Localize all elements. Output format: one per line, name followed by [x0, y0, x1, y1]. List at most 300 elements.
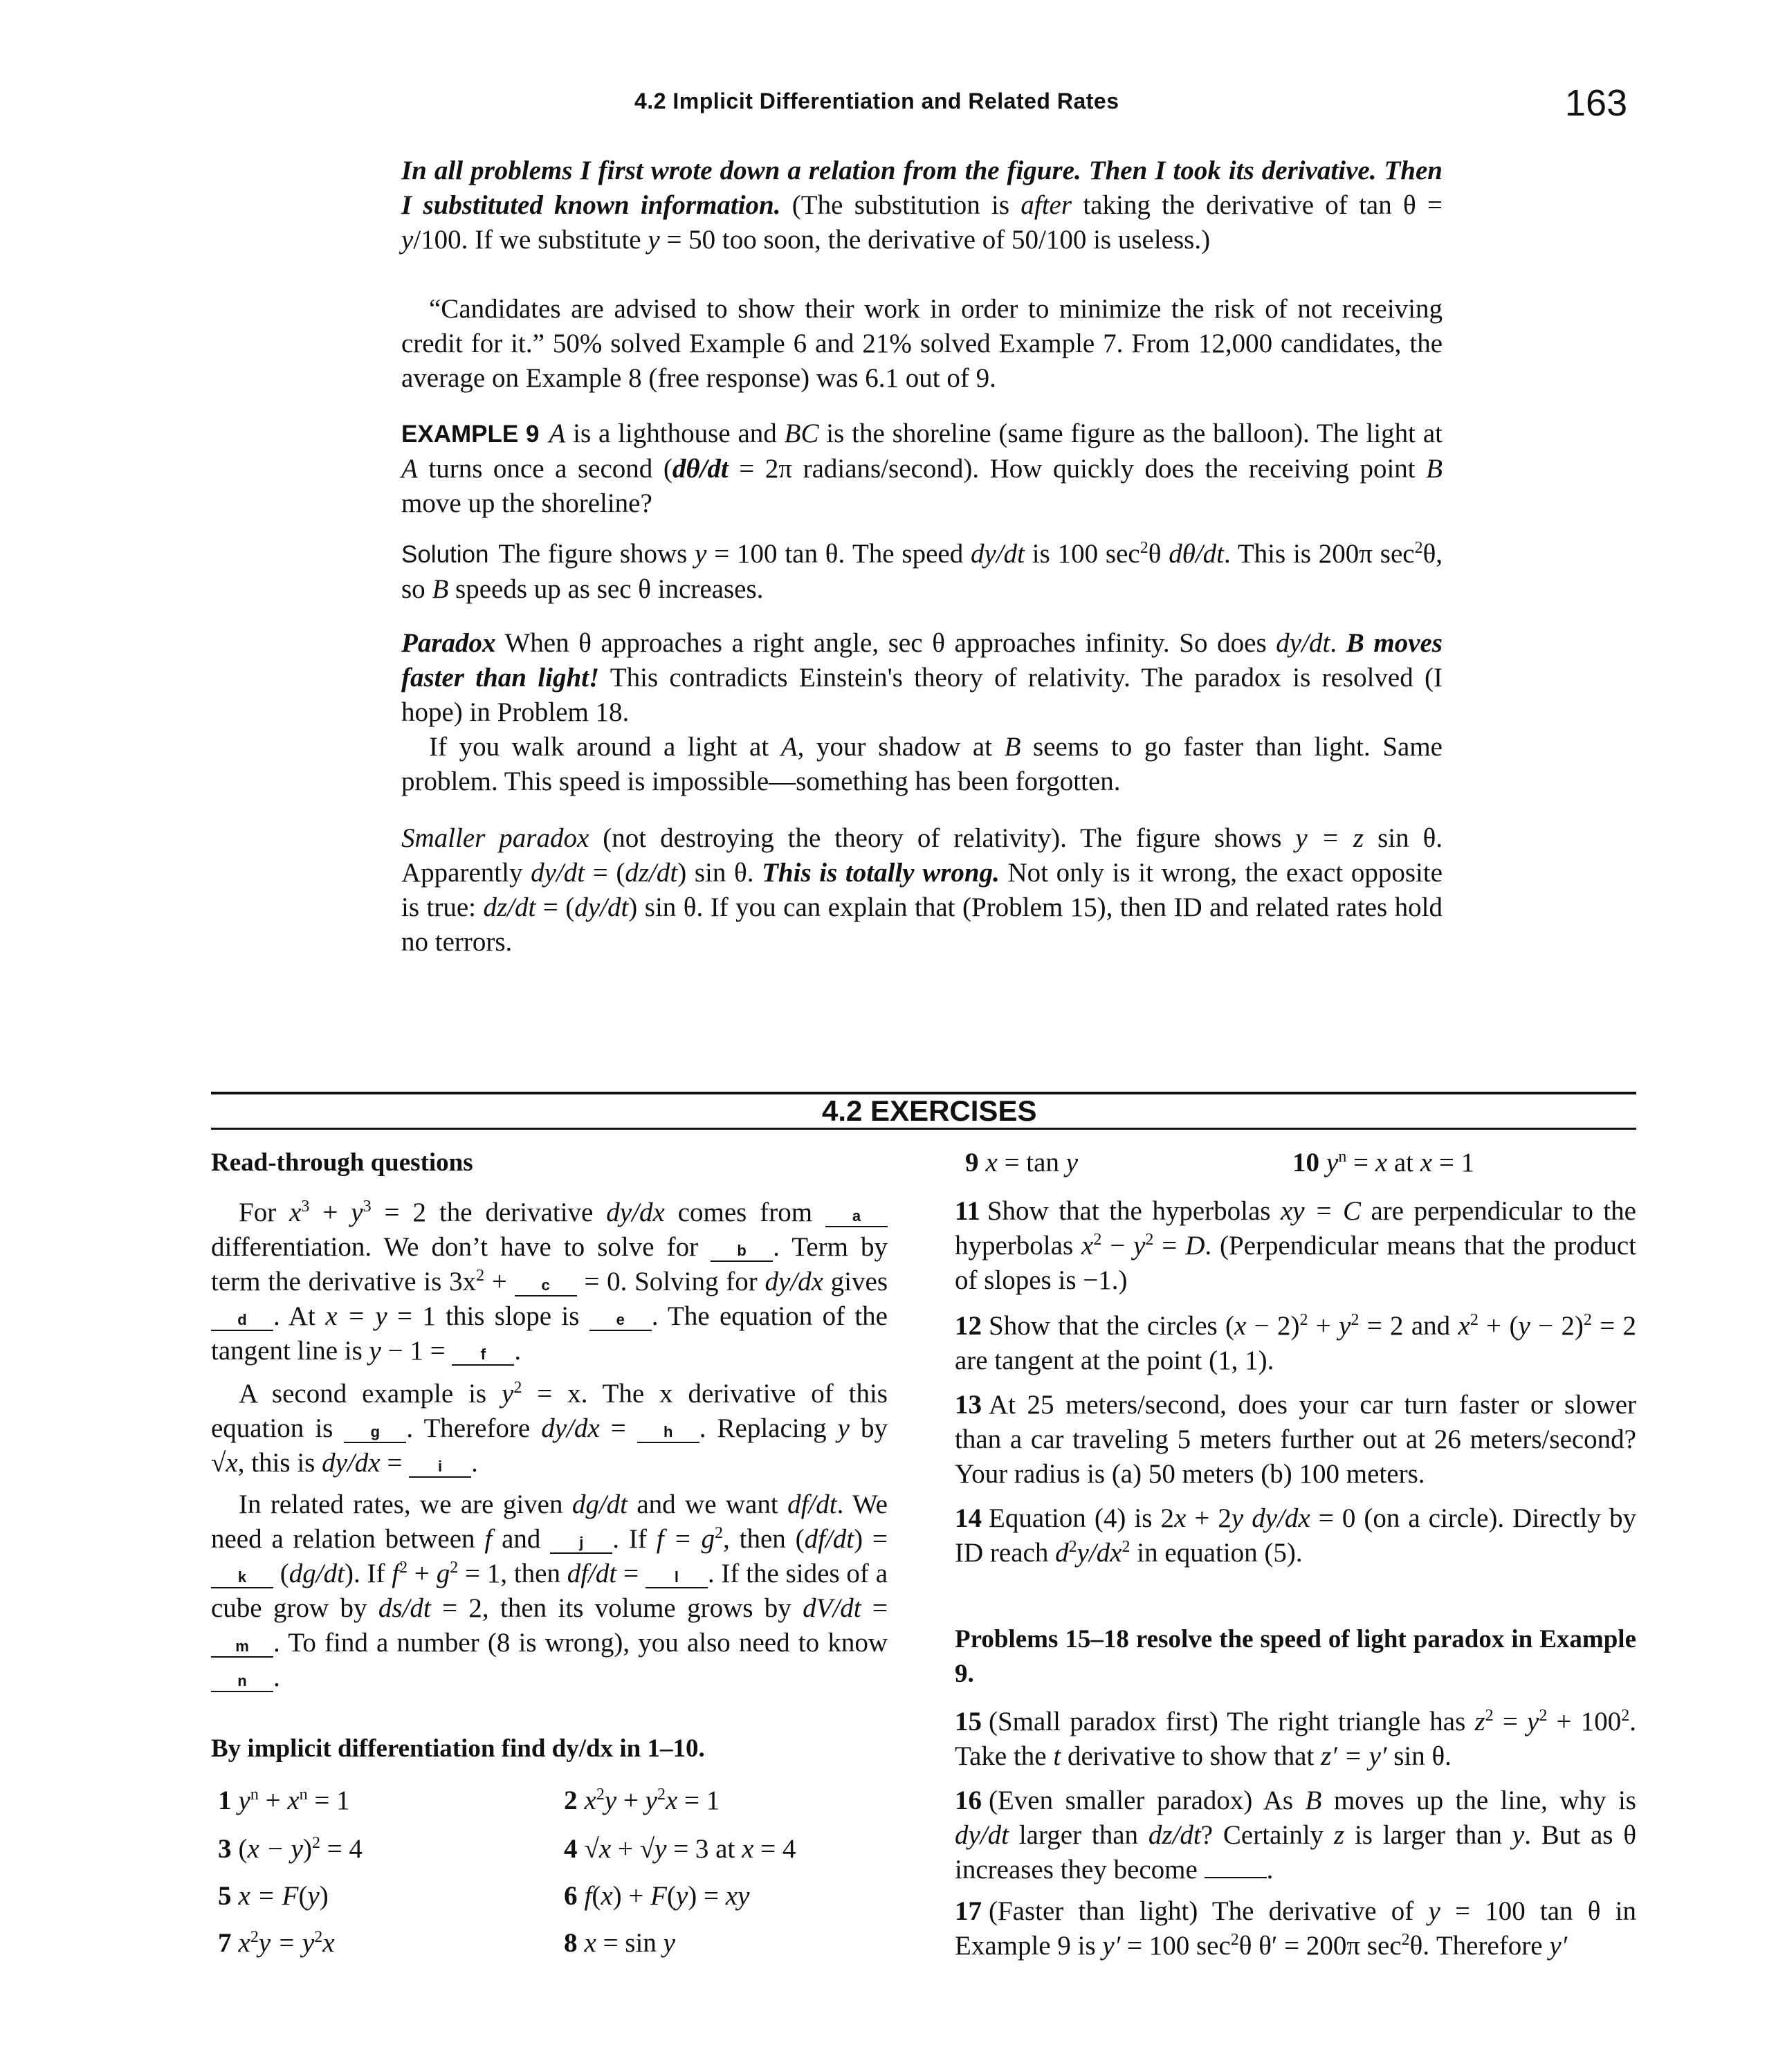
exercise-8: [564, 1926, 675, 1961]
exercise-number: 10: [1292, 1148, 1319, 1177]
superscript: 2: [1583, 1311, 1592, 1329]
italic-run: ds/dt: [378, 1593, 431, 1623]
text-run: (: [592, 1881, 601, 1911]
text-run: When θ approaches a right angle, sec θ approaches infinity. So does: [495, 628, 1276, 658]
superscript: n: [1338, 1148, 1347, 1166]
paradox-shadow: [401, 730, 1443, 799]
text-run: at: [1387, 1148, 1420, 1177]
problems-heading: Problems 15–18 resolve the speed of light paradox in Example 9.: [955, 1625, 1636, 1688]
text-run: .: [471, 1448, 478, 1478]
superscript: 2: [1299, 1311, 1308, 1329]
text-run: = 100 tan θ. The speed: [706, 539, 971, 569]
superscript: 3: [363, 1198, 372, 1216]
superscript: 2: [476, 1267, 485, 1285]
italic-run: y: [1339, 1311, 1351, 1341]
italic-run: g: [436, 1559, 450, 1588]
text-run: +: [258, 1786, 288, 1815]
italic-run: dy/dt: [531, 858, 585, 888]
italic-run: df/dt: [787, 1489, 837, 1519]
italic-run: y: [645, 1786, 657, 1815]
exercise-number: 7: [218, 1928, 232, 1958]
text-run: = (: [535, 892, 575, 922]
superscript: 2: [250, 1928, 259, 1946]
text-run: +: [616, 1786, 646, 1815]
text-run: = tan: [997, 1148, 1066, 1177]
answer-blank: f: [452, 1345, 514, 1366]
text-run: . If the sides of a cube grow by: [211, 1559, 888, 1623]
text-run: (Faster than light) The derivative of: [989, 1896, 1429, 1926]
italic-run: dz/dt: [1148, 1820, 1201, 1850]
italic-run: f: [392, 1559, 400, 1588]
italic-run: y′: [1102, 1931, 1121, 1961]
superscript: 2: [1068, 1538, 1077, 1556]
exercise-number: 6: [564, 1881, 578, 1911]
italic-run: y: [648, 225, 660, 255]
exercise-number: 4: [564, 1834, 578, 1864]
italic-run: y dy/dx: [1231, 1503, 1310, 1533]
italic-run: y: [1527, 1707, 1539, 1736]
italic-run: y: [401, 225, 414, 255]
text-run: .: [514, 1336, 522, 1366]
text-run: = 50 too soon, the derivative of 50/100 is useless.): [659, 225, 1211, 255]
text-run: This contradicts Einstein's theory of relativity. The paradox is resolved (I hope) in Problem 18.: [401, 663, 1443, 727]
italic-run: y: [369, 1336, 381, 1366]
italic-run: y = z: [1295, 823, 1364, 853]
text-run: =: [599, 1413, 637, 1443]
italic-run: f: [584, 1881, 592, 1911]
text-run: moves up the line, why is: [1321, 1786, 1636, 1815]
italic-run: x: [289, 1198, 302, 1227]
text-run: + 100: [1547, 1707, 1622, 1736]
text-run: = 1: [307, 1786, 350, 1815]
italic-run: y: [1133, 1231, 1146, 1260]
exercises-bottom-rule: [211, 1128, 1636, 1130]
text-run: − 2): [1530, 1311, 1584, 1341]
exercise-3: [218, 1832, 363, 1867]
text-run: θ: [1148, 539, 1169, 569]
answer-blank: n: [211, 1671, 273, 1692]
smaller-paradox: [401, 821, 1443, 960]
text-run: and: [492, 1524, 551, 1554]
exercise-14: [955, 1501, 1636, 1570]
italic-run: dθ/dt: [1169, 539, 1225, 569]
example-9: [401, 416, 1443, 521]
superscript: 2: [1401, 1931, 1410, 1949]
text-run: gives: [823, 1267, 888, 1296]
intro-paragraph: [401, 154, 1443, 257]
italic-run: A: [401, 454, 418, 484]
exercise-13: [955, 1388, 1636, 1492]
italic-run: x: [601, 1881, 613, 1911]
text-run: θ θ′ = 200π sec: [1238, 1931, 1402, 1961]
text-run: In related rates, we are given: [239, 1489, 572, 1519]
italic-run: z: [1474, 1707, 1485, 1736]
exercise-1: [218, 1784, 350, 1818]
text-run: (: [666, 1881, 676, 1911]
text-run: = 1: [1432, 1148, 1475, 1177]
superscript: 2: [1539, 1707, 1548, 1725]
italic-run: y: [1518, 1311, 1530, 1341]
italic-run: y: [675, 1881, 688, 1911]
italic-run: dz/dt: [625, 858, 678, 888]
paradox: [401, 626, 1443, 730]
text-run: (Small paradox first) The right triangle has: [989, 1707, 1475, 1736]
text-run: = 4: [320, 1834, 363, 1864]
text-run: larger than: [1008, 1820, 1148, 1850]
text-run: . We need a relation between: [211, 1489, 888, 1554]
italic-run: x: [1234, 1311, 1247, 1341]
text-run: = 2π radians/second). How quickly does the receiving point: [728, 454, 1427, 484]
text-run: +: [408, 1559, 437, 1588]
text-run: speeds up as sec θ increases.: [448, 574, 764, 604]
text-run: ) sin θ. If you can explain that (Problem 15), then ID and related rates hold no terrors.: [401, 892, 1443, 957]
exercise-16: [955, 1784, 1636, 1887]
italic-run: x: [1081, 1231, 1094, 1260]
italic-run: xy: [725, 1881, 750, 1911]
italic-run: d: [1055, 1538, 1069, 1568]
exercise-number: 5: [218, 1881, 232, 1911]
italic-run: x: [1458, 1311, 1470, 1341]
text-run: Show that the hyperbolas: [987, 1196, 1281, 1226]
bold-italic-run: This is totally wrong.: [762, 858, 1000, 888]
text-run: . The equation of the tangent line is: [211, 1301, 888, 1366]
superscript: 2: [1621, 1707, 1630, 1725]
text-run: ): [319, 1881, 329, 1911]
text-run: ) +: [612, 1881, 651, 1911]
italic-run: B: [1305, 1786, 1322, 1815]
text-run: ): [302, 1834, 312, 1864]
italic-run: y: [1428, 1896, 1440, 1926]
text-run: = 1: [677, 1786, 720, 1815]
text-run: = sin: [596, 1928, 663, 1958]
italic-run: A: [780, 732, 798, 762]
exercise-number: 15: [955, 1707, 982, 1736]
answer-blank: c: [515, 1276, 577, 1296]
text-run: . Term by term the derivative is 3x: [211, 1232, 888, 1296]
text-run: = 0 (on a circle). Directly by ID reach: [955, 1503, 1637, 1568]
text-run: sin θ. Apparently: [401, 823, 1443, 888]
bold-italic-run: dθ/dt: [672, 454, 729, 484]
superscript: 2: [1351, 1311, 1360, 1329]
italic-run: y: [837, 1413, 850, 1443]
text-run: is a lighthouse and: [565, 419, 785, 448]
exercise-15: [955, 1705, 1636, 1774]
italic-run: x: [665, 1786, 678, 1815]
italic-run: dV/dt: [803, 1593, 861, 1623]
italic-run: y: [663, 1928, 675, 1958]
text-run: For: [239, 1198, 290, 1227]
text-run: = 2 the derivative: [371, 1198, 607, 1227]
text-run: is larger than: [1344, 1820, 1512, 1850]
running-header: 4.2 Implicit Differentiation and Related Rates: [634, 89, 1119, 113]
exercise-number: 17: [955, 1896, 982, 1926]
superscript: 2: [657, 1786, 666, 1804]
text-run: =: [380, 1448, 410, 1478]
text-run: turns once a second (: [417, 454, 672, 484]
italic-run: dy/dt: [1276, 628, 1330, 658]
italic-run: y: [238, 1786, 250, 1815]
text-run: = 3 at: [666, 1834, 742, 1864]
readthrough-1: [211, 1195, 888, 1368]
italic-run: dg/dt: [289, 1559, 345, 1588]
text-run: √: [584, 1834, 599, 1864]
italic-run: y: [307, 1881, 320, 1911]
text-run: ) =: [854, 1524, 888, 1554]
italic-run: xy = C: [1281, 1196, 1361, 1226]
italic-run: after: [1020, 190, 1072, 220]
text-run: =: [861, 1593, 888, 1623]
text-run: =: [1493, 1707, 1528, 1736]
answer-blank: k: [211, 1568, 273, 1588]
exercise-number: 3: [218, 1834, 232, 1864]
text-run: (not destroying the theory of relativity). The figure shows: [589, 823, 1296, 853]
italic-run: x: [287, 1786, 300, 1815]
superscript: 2: [1093, 1231, 1102, 1249]
text-run: in equation (5).: [1130, 1538, 1303, 1568]
italic-run: t: [1053, 1741, 1061, 1771]
text-run: = 0. Solving for: [576, 1267, 765, 1296]
text-run: = 2 and: [1359, 1311, 1458, 1341]
text-run: +: [309, 1198, 351, 1227]
superscript: 2: [715, 1524, 724, 1542]
superscript: 2: [450, 1559, 459, 1577]
italic-run: dy/dx: [541, 1413, 600, 1443]
text-run: . Take the: [955, 1707, 1636, 1771]
bold-italic-run: B moves faster than light!: [401, 628, 1443, 693]
italic-run: B: [432, 574, 449, 604]
text-run: (: [273, 1559, 289, 1588]
readthrough-heading: Read-through questions: [211, 1148, 473, 1177]
exercises-title: 4.2 EXERCISES: [816, 1094, 1042, 1128]
text-run: ) =: [688, 1881, 726, 1911]
superscript: n: [250, 1786, 259, 1804]
exercise-7: [218, 1926, 335, 1961]
text-run: ). If: [344, 1559, 392, 1588]
text-run: “Candidates are advised to show their work in order to minimize the risk of not receiving credit for it.” 50% solved Example 6 and 21% solved Example 7. From 12,000 candidates, the average on Example 8 (free response) was 6.1 out of 9.: [401, 294, 1443, 393]
text-run: = (: [585, 858, 625, 888]
italic-run: y: [1512, 1820, 1525, 1850]
solution: [401, 537, 1443, 607]
text-run: seems to go faster than light. Same problem. This speed is impossible—something has been forgotten.: [401, 732, 1443, 796]
page-number: 163: [1565, 82, 1628, 124]
italic-run: x: [238, 1928, 250, 1958]
text-run: +: [1308, 1311, 1339, 1341]
text-run: comes from: [664, 1198, 825, 1227]
text-run: = 100 sec: [1120, 1931, 1231, 1961]
text-run: (The substitution is: [780, 190, 1021, 220]
italic-run: df/dt: [567, 1559, 617, 1588]
text-run: (: [298, 1881, 308, 1911]
exercise-number: 11: [955, 1196, 980, 1226]
italic-run: y: [604, 1786, 617, 1815]
answer-blank: e: [589, 1310, 652, 1331]
text-run: Equation (4) is 2: [989, 1503, 1174, 1533]
text-run: Show that the circles (: [989, 1311, 1235, 1341]
italic-run: y: [654, 1834, 667, 1864]
readthrough-2: [211, 1377, 888, 1480]
italic-run: x: [1420, 1148, 1433, 1177]
italic-run: x: [598, 1834, 612, 1864]
italic-run: y: [502, 1379, 514, 1409]
italic-run: B: [1426, 454, 1443, 484]
exercise-9: [965, 1146, 1078, 1180]
superscript: 3: [301, 1198, 310, 1216]
text-run: is the shoreline (same figure as the balloon). The light at: [818, 419, 1443, 448]
answer-blank: l: [646, 1568, 708, 1588]
text-run: = 100 tan θ in Example 9 is: [955, 1896, 1636, 1961]
text-run: derivative to show that: [1061, 1741, 1321, 1771]
italic-run: dy/dx: [322, 1448, 381, 1478]
text-run: . (Perpendicular means that the product of slopes is −1.): [955, 1231, 1637, 1295]
italic-run: y = y: [258, 1928, 315, 1958]
superscript: 2: [1414, 539, 1423, 557]
text-run: Not only is it wrong, the exact opposite is true:: [401, 858, 1443, 922]
italic-run: x: [985, 1148, 998, 1177]
text-run: The figure shows: [498, 539, 695, 569]
answer-blank: h: [637, 1422, 699, 1443]
exercise-5: [218, 1879, 329, 1914]
text-run: =: [1153, 1231, 1186, 1260]
answer-blank: d: [211, 1310, 273, 1331]
superscript: 2: [1145, 1231, 1154, 1249]
exercise-number: 8: [564, 1928, 578, 1958]
italic-run: z: [1333, 1820, 1345, 1850]
text-run: =: [1346, 1148, 1375, 1177]
text-run: , this is: [237, 1448, 322, 1478]
text-run: θ, so: [401, 539, 1443, 604]
exercise-2: [564, 1784, 720, 1818]
superscript: 2: [1139, 539, 1148, 557]
text-run: + (: [1478, 1311, 1519, 1341]
text-run: = 2, then its volume grows by: [430, 1593, 803, 1623]
text-run: . Replacing: [699, 1413, 838, 1443]
text-run: At 25 meters/second, does your car turn faster or slower than a car traveling 5 meters further out at 26 meters/second? Your radius is (a) 50 meters (b) 100 meters.: [955, 1390, 1636, 1489]
exercise-number: 9: [965, 1148, 979, 1177]
italic-run: x: [1375, 1148, 1388, 1177]
italic-run: x: [584, 1928, 596, 1958]
text-run: θ. Therefore: [1409, 1931, 1550, 1961]
text-run: = 4: [753, 1834, 796, 1864]
italic-run: dy/dx: [765, 1267, 823, 1296]
superscript: 2: [399, 1559, 408, 1577]
text-run: + 2: [1186, 1503, 1232, 1533]
italic-run: y′: [1549, 1931, 1568, 1961]
text-run: =: [616, 1559, 646, 1588]
superscript: 2: [311, 1834, 320, 1852]
superscript: 2: [596, 1786, 605, 1804]
italic-run: x = F: [238, 1881, 299, 1911]
exercise-11: [955, 1194, 1636, 1298]
italic-run: y: [351, 1198, 363, 1227]
bold-italic-run: In all problems I first wrote down a relation from the figure. Then I took its derivative. Then I substituted known information.: [401, 156, 1443, 220]
italic-run: BC: [784, 419, 819, 448]
section-label: Solution: [401, 541, 489, 568]
italic-run: x: [226, 1448, 238, 1478]
text-run: −: [1101, 1231, 1134, 1260]
exercise-17: [955, 1894, 1636, 1963]
answer-blank: a: [825, 1207, 888, 1227]
exercise-number: 2: [564, 1786, 578, 1815]
text-run: taking the derivative of tan θ =: [1072, 190, 1443, 220]
exercise-number: 1: [218, 1786, 232, 1815]
text-run: differentiation. We don’t have to solve for: [211, 1232, 711, 1262]
italic-run: y: [695, 539, 707, 569]
answer-blank: j: [550, 1533, 612, 1554]
text-run: move up the shoreline?: [401, 488, 652, 518]
italic-run: F: [650, 1881, 667, 1911]
text-run: = x. The x derivative of this equation is: [211, 1379, 888, 1443]
italic-run: x: [742, 1834, 754, 1864]
text-run: . Therefore: [406, 1413, 542, 1443]
exercise-number: 12: [955, 1311, 982, 1341]
text-run: is 100 sec: [1025, 539, 1140, 569]
text-run: . To find a number (8 is wrong), you also need to know: [273, 1628, 888, 1658]
answer-blank: m: [211, 1637, 273, 1658]
exercise-4: [564, 1832, 796, 1867]
italic-run: dg/dt: [571, 1489, 628, 1519]
text-run: + √: [611, 1834, 655, 1864]
superscript: 2: [1470, 1311, 1479, 1329]
italic-run: D: [1185, 1231, 1205, 1260]
italic-run: B: [1004, 732, 1021, 762]
text-run: − 1 =: [381, 1336, 452, 1366]
italic-run: y/dx: [1077, 1538, 1122, 1568]
text-run: . If: [612, 1524, 657, 1554]
text-run: are perpendicular to the hyperbolas: [955, 1196, 1636, 1260]
text-run: and we want: [628, 1489, 788, 1519]
exercise-number: 14: [955, 1503, 982, 1533]
text-run: by √: [211, 1413, 888, 1478]
italic-run: x: [1173, 1503, 1187, 1533]
italic-run: x − y: [247, 1834, 303, 1864]
superscript: 2: [1230, 1931, 1239, 1949]
italic-run: x: [584, 1786, 596, 1815]
text-run: ) sin θ.: [677, 858, 762, 888]
italic-run: y: [1065, 1148, 1079, 1177]
exercise-number: 13: [955, 1390, 982, 1420]
text-run: (Even smaller paradox) As: [989, 1786, 1306, 1815]
text-run: = 1, then: [458, 1559, 567, 1588]
exercise-10: [1292, 1146, 1474, 1180]
exercise-number: 16: [955, 1786, 982, 1815]
italic-run: dy/dx: [606, 1198, 665, 1227]
italic-run: dy/dt: [955, 1820, 1009, 1850]
text-run: /100. If we substitute: [413, 225, 648, 255]
text-run: , then (: [723, 1524, 805, 1554]
text-run: = 2 are tangent at the point (1, 1).: [955, 1311, 1637, 1375]
answer-blank: b: [711, 1241, 773, 1262]
bold-italic-run: Paradox: [401, 628, 496, 658]
answer-blank: i: [409, 1457, 471, 1478]
italic-run: x: [322, 1928, 335, 1958]
text-run: .: [1330, 628, 1346, 658]
text-run: +: [484, 1267, 515, 1296]
superscript: 2: [513, 1379, 522, 1397]
readthrough-3: [211, 1487, 888, 1695]
text-run: .: [1266, 1855, 1274, 1885]
text-run: (: [238, 1834, 248, 1864]
exercise-12: [955, 1309, 1636, 1378]
italic-run: f: [484, 1524, 493, 1554]
text-run: − 2): [1246, 1311, 1300, 1341]
italic-run: y: [1326, 1148, 1339, 1177]
italic-run: dy/dt: [971, 539, 1025, 569]
text-run: A second example is: [239, 1379, 502, 1409]
italic-run: f = g: [656, 1524, 715, 1554]
italic-run: df/dt: [804, 1524, 854, 1554]
section-label: EXAMPLE 9: [401, 421, 540, 448]
superscript: 2: [1122, 1538, 1130, 1556]
